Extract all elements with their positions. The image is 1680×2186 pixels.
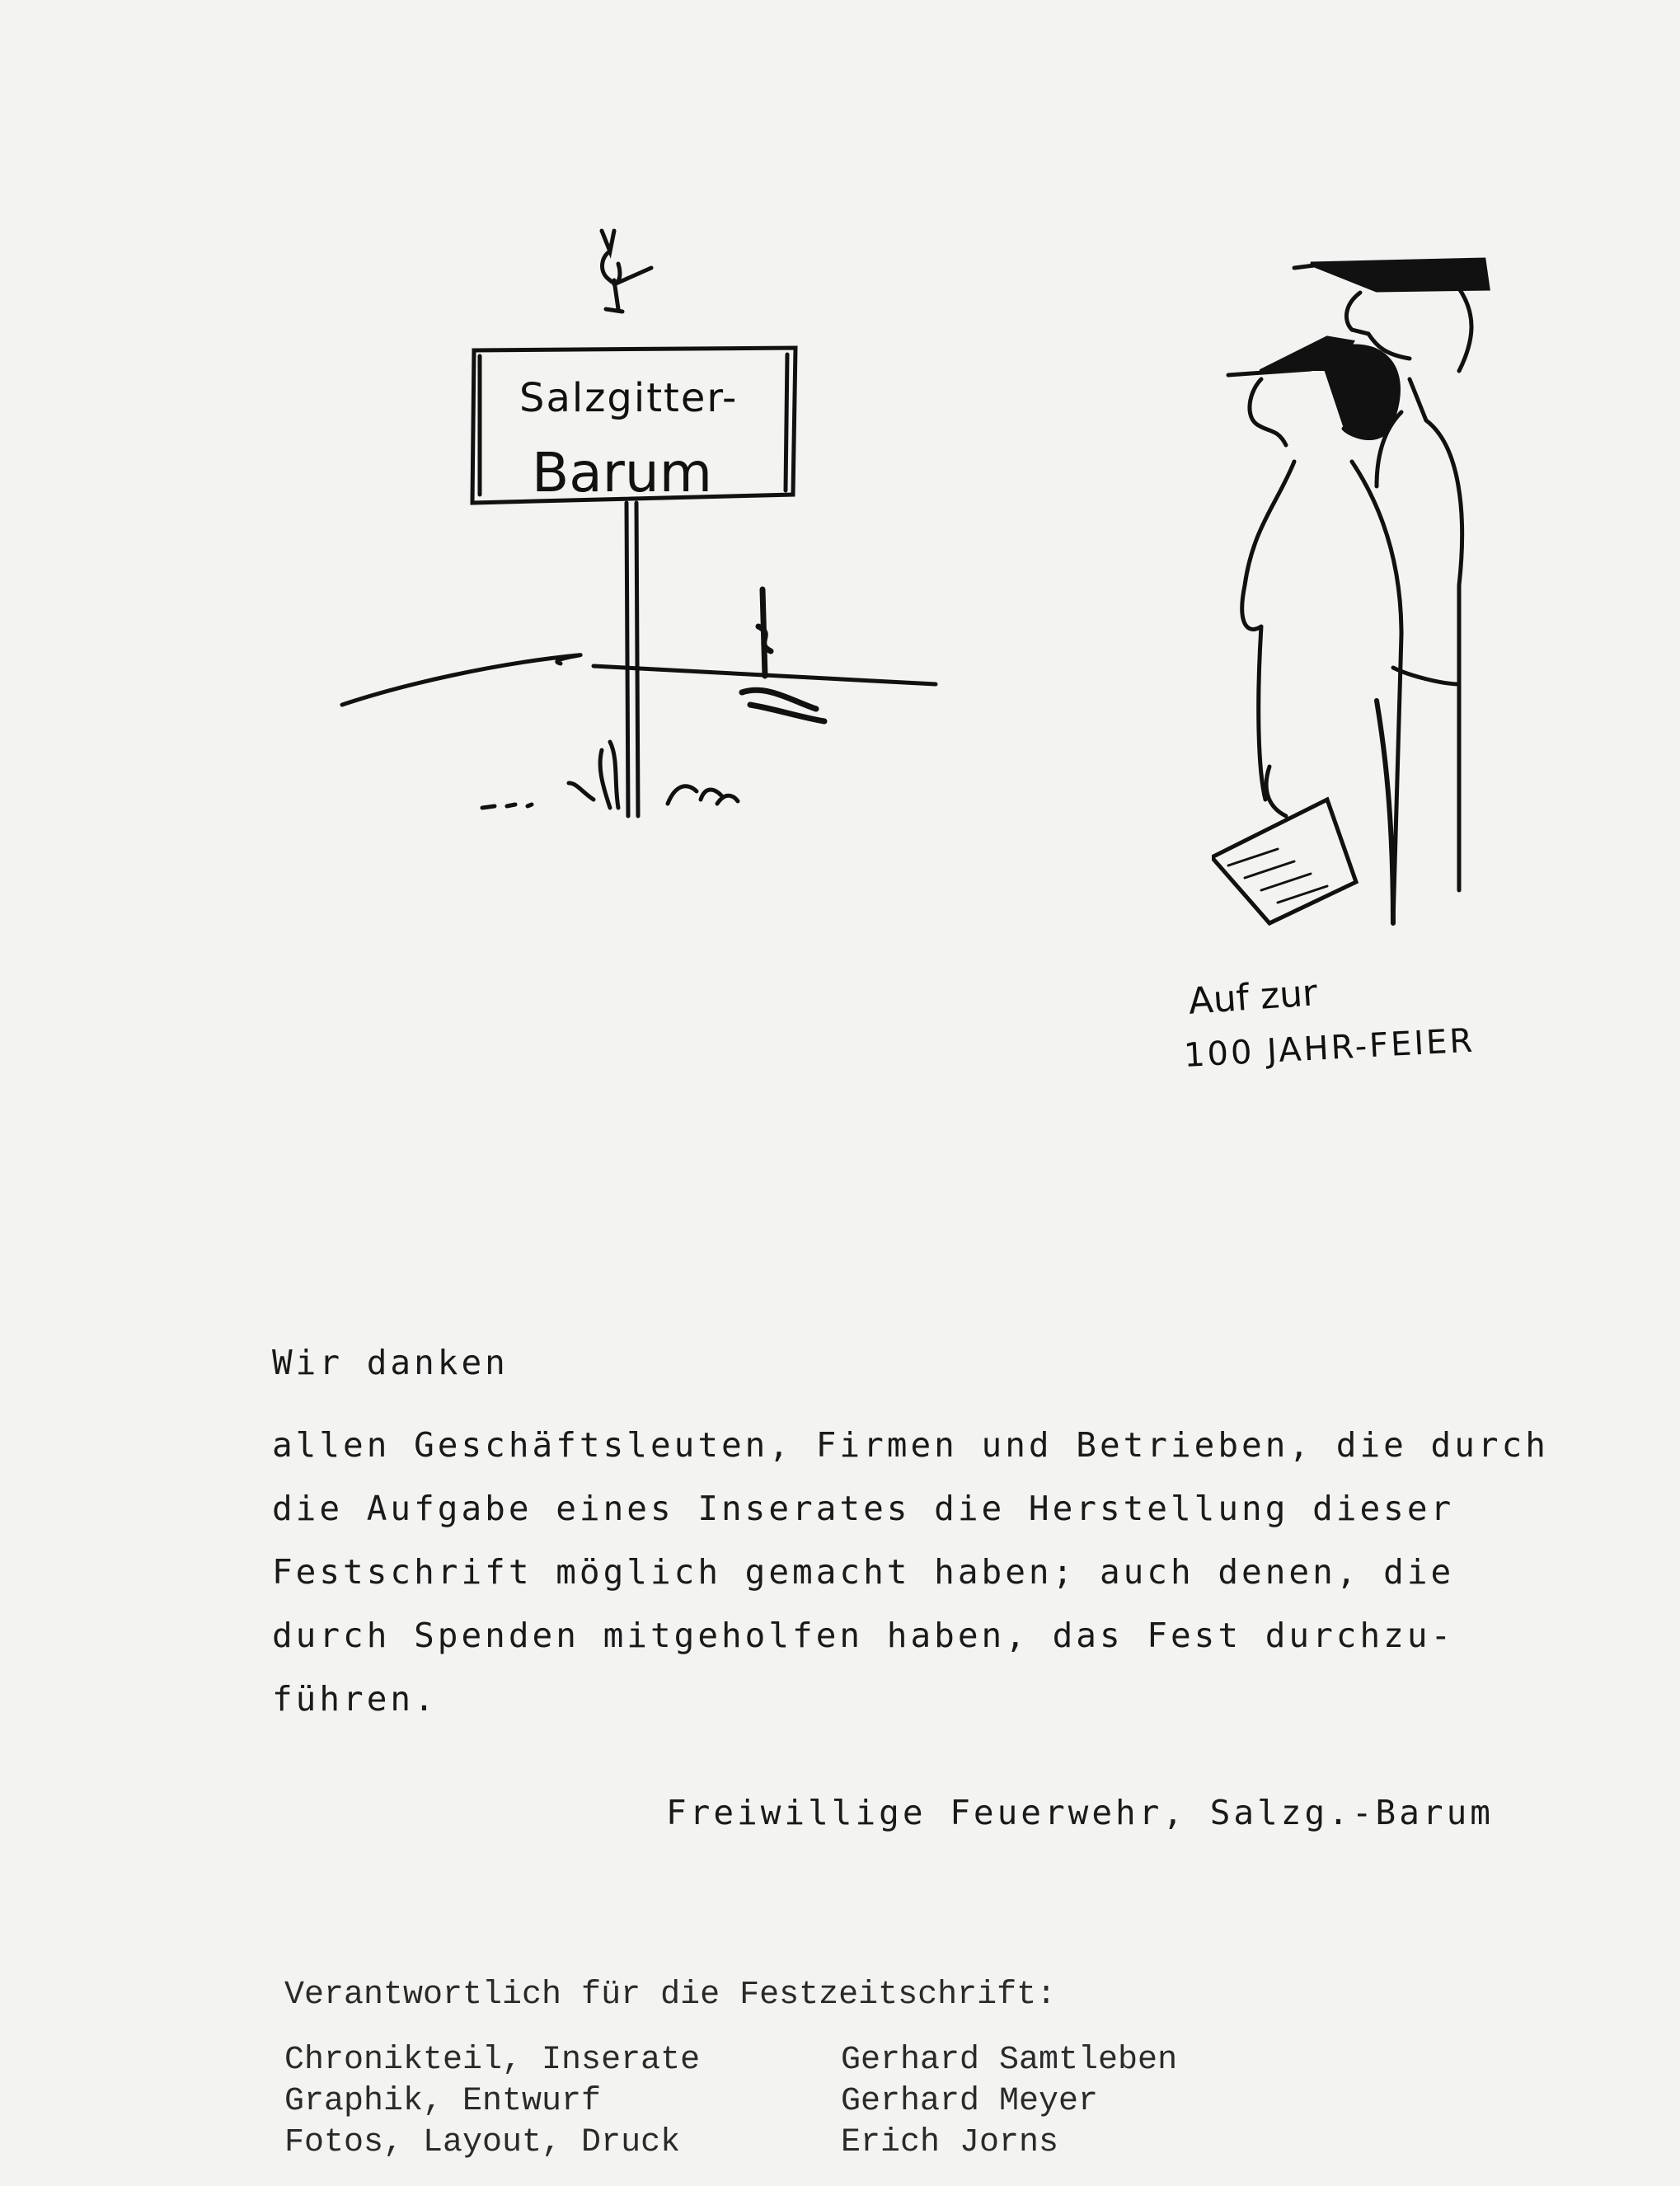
cartoon-caption-line1: Auf zur <box>1187 972 1319 1023</box>
thanks-heading: Wir danken <box>272 1343 509 1382</box>
credit-row <box>284 2124 1438 2165</box>
paragraph-line: Festschrift möglich gemacht haben; auch denen, die <box>272 1552 1455 1592</box>
credit-row <box>284 2042 1438 2083</box>
cartoon-caption-line2: 100 JAHR-FEIER <box>1183 1021 1476 1075</box>
credit-role: Fotos, Layout, Druck <box>284 2124 681 2161</box>
couple-drawing <box>1212 239 1525 948</box>
sign-text-district: Barum <box>532 441 712 504</box>
paragraph-line: führen. <box>272 1679 438 1719</box>
credit-role: Graphik, Entwurf <box>284 2083 602 2120</box>
paragraph-line: durch Spenden mitgeholfen haben, das Fest durchzu- <box>272 1616 1455 1655</box>
credits-title: Verantwortlich für die Festzeitschrift: <box>284 1977 1057 2014</box>
paragraph-line: allen Geschäftsleuten, Firmen und Betrieben, die durch <box>272 1425 1549 1465</box>
credit-name: Erich Jorns <box>841 2124 1059 2161</box>
thanks-paragraph <box>272 1414 1549 1731</box>
sign-text-town: Salzgitter- <box>519 375 739 421</box>
signature-line: Freiwillige Feuerwehr, Salzg.-Barum <box>666 1793 1494 1832</box>
paragraph-line: die Aufgabe eines Inserates die Herstellung dieser <box>272 1489 1455 1528</box>
credit-row <box>284 2083 1438 2124</box>
credit-name: Gerhard Meyer <box>841 2083 1099 2120</box>
credit-role: Chronikteil, Inserate <box>284 2042 701 2079</box>
town-sign-drawing <box>330 214 956 833</box>
credit-name: Gerhard Samtleben <box>841 2042 1178 2079</box>
